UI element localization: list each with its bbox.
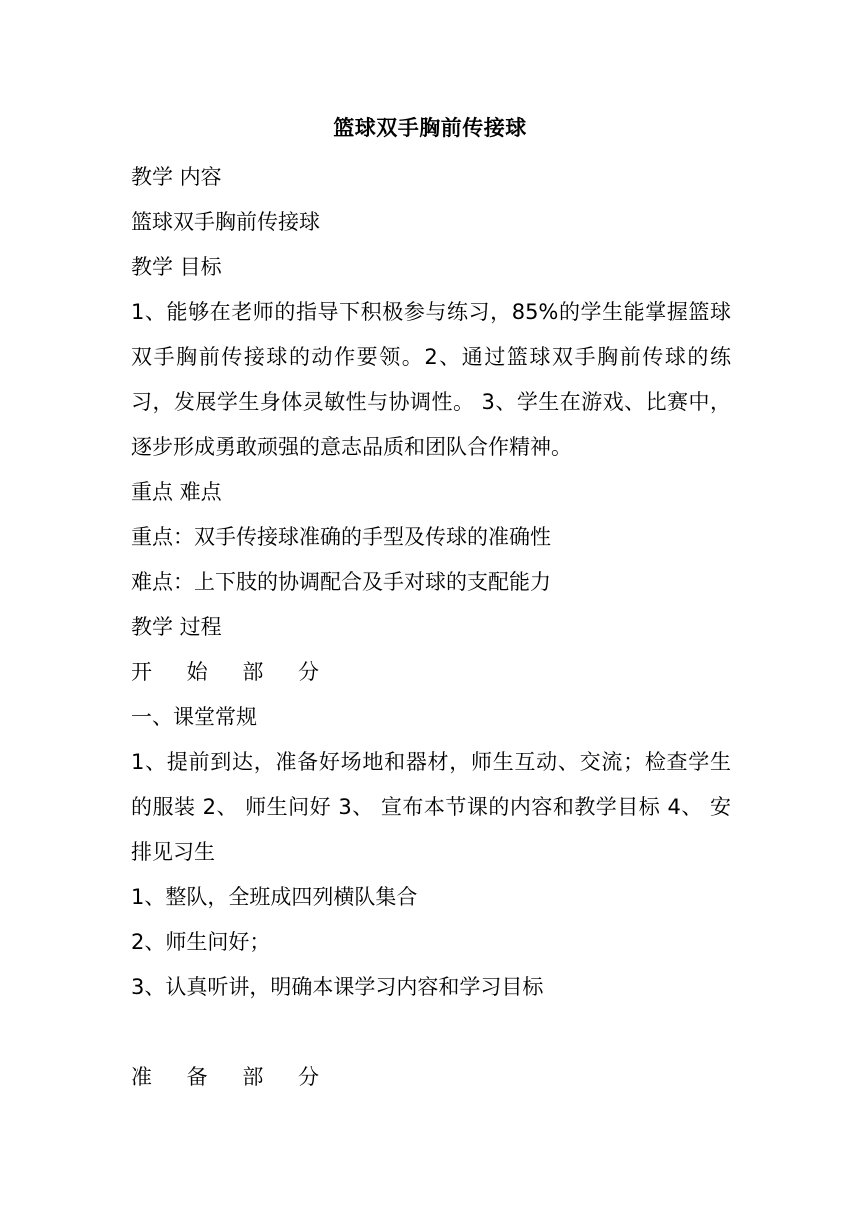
section-heading-process: 教学 过程 (131, 615, 222, 639)
goals-paragraph: 1、能够在老师的指导下积极参与练习，85%的学生能掌握篮球双手胸前传接球的动作要领。2、通过篮球双手胸前传球的练习，发展学生身体灵敏性与协调性。 3、学生在游戏、比赛中，逐步形成勇敢顽强的意志品质和团队合作精神。 (131, 300, 731, 459)
step-1-text: 1、整队，全班成四列横队集合 (131, 885, 418, 909)
routine-heading: 一、课堂常规 (131, 705, 257, 729)
section-heading-content: 教学 内容 (131, 165, 222, 189)
section-heading-goals: 教学 目标 (131, 255, 222, 279)
key-point-text: 重点：双手传接球准确的手型及传球的准确性 (131, 525, 551, 549)
difficult-point-text: 难点：上下肢的协调配合及手对球的支配能力 (131, 570, 551, 594)
routine-paragraph: 1、提前到达，准备好场地和器材，师生互动、交流；检查学生的服装 2、 师生问好 3、 宣布本节课的内容和教学目标 4、 安排见习生 (131, 750, 731, 864)
section-heading-key-difficult: 重点 难点 (131, 480, 222, 504)
step-2-text: 2、师生问好； (131, 930, 271, 954)
document-body (131, 155, 731, 1100)
document-title: 篮球双手胸前传接球 (333, 116, 527, 140)
start-section-heading: 开 始 部 分 (131, 660, 334, 684)
paragraph-gap (131, 1010, 731, 1055)
content-text: 篮球双手胸前传接球 (131, 210, 320, 234)
prep-section-heading: 准 备 部 分 (131, 1065, 334, 1089)
step-3-text: 3、认真听讲，明确本课学习内容和学习目标 (131, 975, 544, 999)
